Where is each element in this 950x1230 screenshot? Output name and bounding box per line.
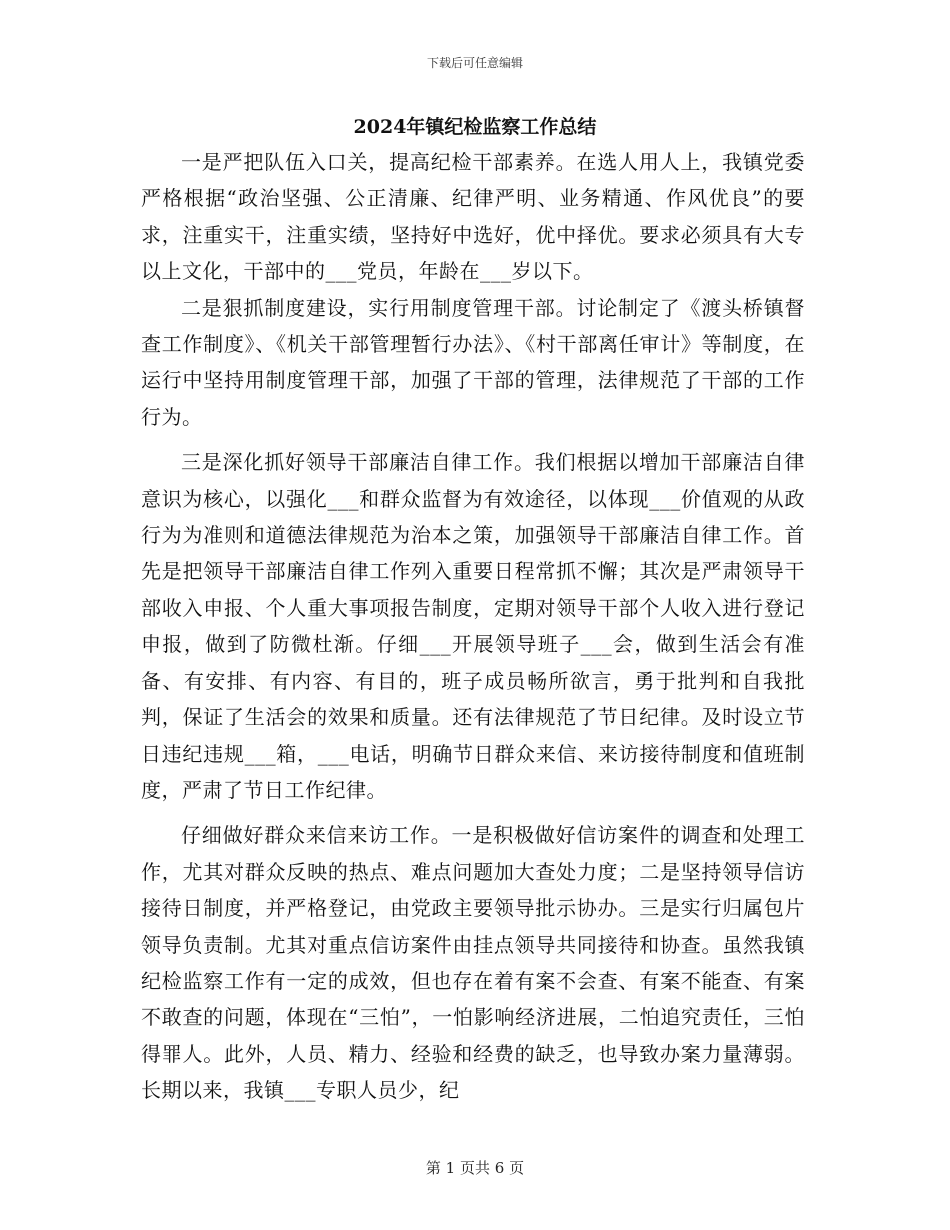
paragraph-2: 二是狠抓制度建设，实行用制度管理干部。讨论制定了《渡头桥镇督查工作制度》、《机关干部管理暂行办法》、《村干部离任审计》等制度，在运行中坚持用制度管理干部，加强了干部的管理，法律规范了干部的工作行为。 <box>141 295 805 429</box>
paragraph-3: 三是深化抓好领导干部廉洁自律工作。我们根据以增加干部廉洁自律意识为核心，以强化___和群众监督为有效途径，以体现___价值观的从政行为为准则和道德法律规范为治本之策，加强领导干部廉洁自律工作。首先是把领导干部廉洁自律工作列入重要日程常抓不懈；其次是严肃领导干部收入申报、个人重大事项报告制度，定期对领导干部个人收入进行登记申报，做到了防微杜渐。仔细___开展领导班子___会，做到生活会有准备、有安排、有内容、有目的，班子成员畅所欲言，勇于批判和自我批判，保证了生活会的效果和质量。还有法律规范了节日纪律。及时设立节日违纪违规___箱，___电话，明确节日群众来信、来访接待制度和值班制度，严肃了节日工作纪律。 <box>141 450 805 802</box>
paragraph-4: 仔细做好群众来信来访工作。一是积极做好信访案件的调查和处理工作，尤其对群众反映的热点、难点问题加大查处力度；二是坚持领导信访接待日制度，并严格登记，由党政主要领导批示协办。三是实行归属包片领导负责制。尤其对重点信访案件由挂点领导共同接待和协查。虽然我镇纪检监察工作有一定的成效，但也存在着有案不会查、有案不能查、有案不敢查的问题，体现在“三怕”，一怕影响经济进展，二怕追究责任，三怕得罪人。此外，人员、精力、经验和经费的缺乏，也导致办案力量薄弱。长期以来，我镇___专职人员少，纪 <box>141 823 805 1103</box>
document-title: 2024年镇纪检监察工作总结 <box>353 116 597 138</box>
page-number-footer: 第 1 页共 6 页 <box>425 1159 525 1177</box>
paragraph-1: 一是严把队伍入口关，提高纪检干部素养。在选人用人上，我镇党委严格根据“政治坚强、公正清廉、纪律严明、业务精通、作风优良”的要求，注重实干，注重实绩，坚持好中选好，优中择优。要求必须具有大专以上文化，干部中的___党员，年龄在___岁以下。 <box>141 150 805 284</box>
header-note: 下载后可任意编辑 <box>426 56 523 70</box>
document-body <box>141 144 805 1109</box>
